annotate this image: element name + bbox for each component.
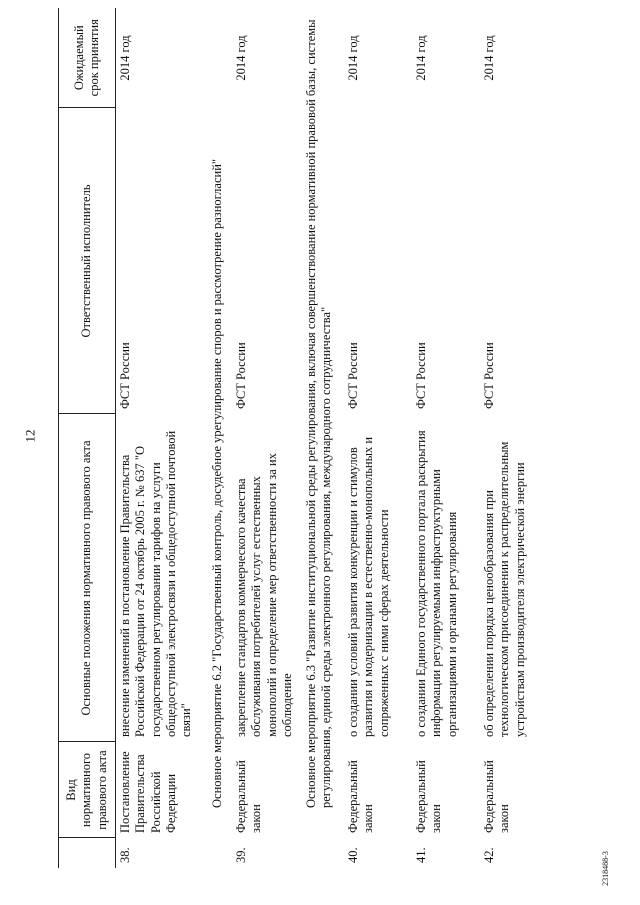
header-deadline: Ожидаемый срок принятия (59, 8, 116, 108)
act-provisions: закрепление стандартов коммерческого качества обслуживания потребителей услуг естественных монополий и определение мер ответственности за их соблюдение (234, 453, 294, 737)
act-provisions: об определении порядка ценообразования при технологическом присоединении к распределительным устройствам производителя электрической энергии (482, 441, 527, 737)
event-row (300, 8, 344, 868)
deadline: 2014 год (234, 35, 248, 81)
act-provisions: о создании условий развития конкуренции и стимулов развития и модернизации в естественно-монопольных и сопряженных с ними сферах деятельности (346, 436, 391, 737)
event-title: Основное мероприятие 6.3 "Развитие институциональной среды регулирования, включая совершенствование нормативной правовой базы, системы регулирования, единой среды электронного регулирования, международного сотрудничества" (304, 19, 334, 808)
deadline: 2014 год (118, 35, 132, 81)
table-row (480, 8, 548, 868)
legal-acts-table (58, 8, 548, 868)
table-header-row (59, 8, 116, 868)
rotated-sheet (58, 8, 638, 868)
header-number (59, 838, 116, 868)
deadline: 2014 год (346, 35, 360, 81)
table-row (344, 8, 412, 868)
row-number: 41. (414, 847, 428, 863)
executor: ФСТ России (414, 342, 428, 409)
act-provisions: внесение изменений в постановление Правительства Российской Федерации от 24 октябрь 2005 г. № 637 "О государственном регулировании тарифов на услуги общедоступной электросвязи и общедоступной почтовой связи" (118, 430, 193, 737)
document-code: 2318488-3 (600, 850, 610, 886)
executor: ФСТ России (118, 342, 132, 409)
table-row (412, 8, 480, 868)
page-number: 12 (22, 429, 37, 443)
act-type: Федеральный закон (414, 760, 444, 833)
act-type: Федеральный закон (234, 760, 264, 833)
executor: ФСТ России (482, 342, 496, 409)
act-type: Федеральный закон (346, 760, 376, 833)
row-number: 42. (482, 847, 496, 863)
deadline: 2014 год (414, 35, 428, 81)
header-executor: Ответственный исполнитель (59, 108, 116, 414)
event-title: Основное мероприятие 6.2 "Государственный контроль, досудебное урегулирование споров и рассмотрение разногласий" (210, 159, 224, 808)
act-type: Федеральный закон (482, 760, 512, 833)
row-number: 38. (118, 847, 132, 863)
executor: ФСТ России (346, 342, 360, 409)
executor: ФСТ России (234, 342, 248, 409)
deadline: 2014 год (482, 35, 496, 81)
act-provisions: о создании Единого государственного портала раскрытия информации регулируемыми инфраструктурными организациями и органами регулирования (414, 430, 459, 737)
header-provisions: Основные положения нормативного правового акта (59, 414, 116, 742)
row-number: 39. (234, 847, 248, 863)
row-number: 40. (346, 847, 360, 863)
act-type: Постановление Правительства Российской Федерации (118, 751, 178, 833)
table-row (116, 8, 207, 868)
header-act-type: Вид нормативного правового акта (59, 742, 116, 838)
event-row (206, 8, 232, 868)
table-row (232, 8, 300, 868)
